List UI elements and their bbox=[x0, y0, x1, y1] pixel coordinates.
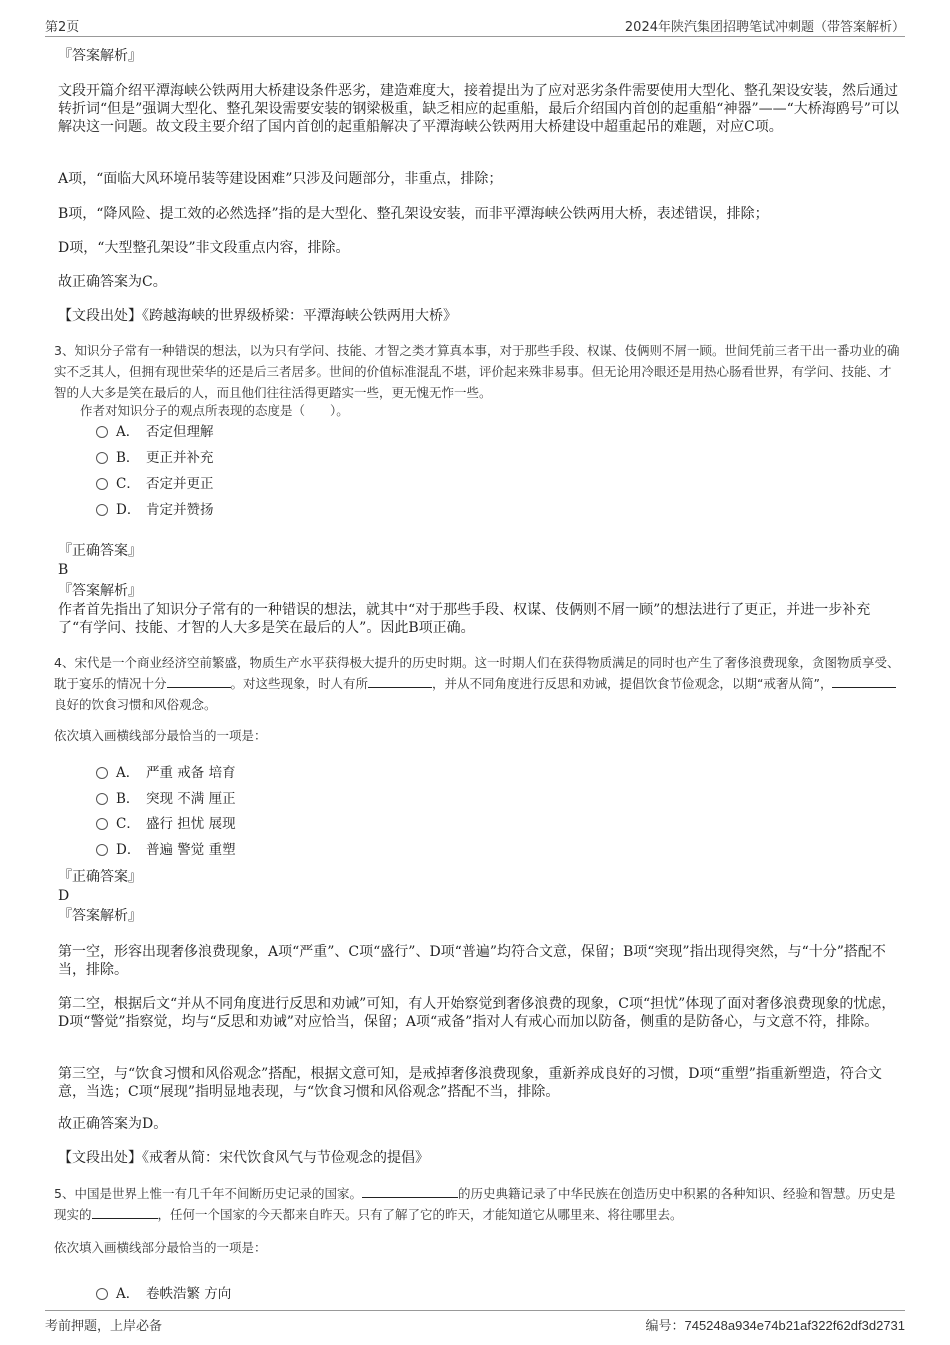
radio-icon[interactable] bbox=[96, 767, 108, 779]
q4-option-d[interactable]: D． 普遍 警觉 重塑 bbox=[96, 840, 236, 860]
q2-analysis-p2: A项，“面临大风环境吊装等建设困难”只涉及问题部分，非重点，排除； bbox=[58, 171, 503, 187]
q4-answer-title: 『正确答案』 bbox=[58, 869, 142, 885]
q3-option-a[interactable]: A． 否定但理解 bbox=[96, 422, 214, 442]
q2-analysis-p1: 文段开篇介绍平潭海峡公铁两用大桥建设条件恶劣，建造难度大，接着提出为了应对恶劣条件需要使用大型化、整孔架设安装，然后通过转折词“但是”强调大型化、整孔架设需要安装的钢梁极重，缺乏相应的起重船，最后介绍国内首创的起重船“神器”——“大桥海鸥号”可以解决这一问题。故文段主要介绍了国内首创的起重船解决了平潭海峡公铁两用大桥建设中超重起吊的难题，对应C项。 bbox=[58, 83, 899, 135]
q3-answer-title: 『正确答案』 bbox=[58, 543, 142, 559]
radio-icon[interactable] bbox=[96, 844, 108, 856]
radio-icon[interactable] bbox=[96, 793, 108, 805]
blank-2 bbox=[368, 675, 432, 688]
footer-slogan: 考前押题，上岸必备 bbox=[45, 1319, 163, 1334]
q4-option-b[interactable]: B． 突现 不满 厘正 bbox=[96, 789, 236, 809]
radio-icon[interactable] bbox=[96, 504, 108, 516]
radio-icon[interactable] bbox=[96, 818, 108, 830]
q3-answer: B bbox=[58, 562, 69, 578]
blank-1 bbox=[167, 675, 231, 688]
page-header bbox=[45, 16, 905, 37]
q2-source: 【文段出处】《跨越海峡的世界级桥梁：平潭海峡公铁两用大桥》 bbox=[58, 308, 457, 324]
q4-analysis-p3: 第三空，与“饮食习惯和风俗观念”搭配，根据文意可知，是戒掉奢侈浪费现象，重新养成良好的习惯，D项“重塑”指重新塑造，符合文意，当选；C项“展现”指明显地表现，与“饮食习惯和风俗观念”搭配不当，排除。 bbox=[58, 1066, 882, 1100]
footer-serial: 编号：745248a934e74b21af322f62df3d2731 bbox=[645, 1318, 905, 1334]
q3-analysis: 作者首先指出了知识分子常有的一种错误的想法，就其中“对于那些手段、权谋、伎俩则不屑一顾”的想法进行了更正，并进一步补充了“有学问、技能、才智的人大多是笑在最后的人”。因此B项正确。 bbox=[58, 602, 871, 636]
page-footer bbox=[45, 1310, 905, 1335]
q5-stem: 5、中国是世界上惟一有几千年不间断历史记录的国家。 的历史典籍记录了中华民族在创造历史中积累的各种知识、经验和智慧。历史是现实的 ，任何一个国家的今天都来自昨天。只有了解了它的昨天，才能知道它从哪里来、将往哪里去。 bbox=[54, 1186, 896, 1222]
q2-analysis-p5: 故正确答案为C。 bbox=[58, 274, 167, 290]
q4-ask: 依次填入画横线部分最恰当的一项是： bbox=[54, 728, 267, 743]
document-title: 2024年陕汽集团招聘笔试冲刺题（带答案解析） bbox=[624, 20, 905, 35]
q4-analysis-p1: 第一空，形容出现奢侈浪费现象，A项“严重”、C项“盛行”、D项“普遍”均符合文意，保留；B项“突现”指出现得突然，与“十分”搭配不当，排除。 bbox=[58, 944, 886, 978]
q3-option-c[interactable]: C． 否定并更正 bbox=[96, 474, 214, 494]
q4-stem: 4、宋代是一个商业经济空前繁盛，物质生产水平获得极大提升的历史时期。这一时期人们在获得物质满足的同时也产生了奢侈浪费现象，贪图物质享受、耽于宴乐的情况十分 。对这些现象，时人有所 ，并从不同角度进行反思和劝诫，提倡饮食节俭观念，以期“戒奢从简”，良好的饮食习惯和风俗观念。 bbox=[54, 655, 900, 712]
blank-2 bbox=[92, 1206, 158, 1219]
q5-option-a[interactable]: A． 卷帙浩繁 方向 bbox=[96, 1284, 231, 1304]
blank-3 bbox=[832, 675, 896, 688]
q4-source: 【文段出处】《戒奢从简：宋代饮食风气与节俭观念的提倡》 bbox=[58, 1150, 429, 1166]
q4-option-a[interactable]: A． 严重 戒备 培育 bbox=[96, 763, 236, 783]
blank-1 bbox=[362, 1185, 458, 1198]
q2-analysis-title: 『答案解析』 bbox=[58, 48, 142, 64]
q2-analysis-p3: B项，“降风险、提工效的必然选择”指的是大型化、整孔架设安装，而非平潭海峡公铁两用大桥，表述错误，排除； bbox=[58, 206, 769, 222]
q3-ask: 作者对知识分子的观点所表现的态度是（ ）。 bbox=[80, 403, 349, 418]
q3-stem: 3、知识分子常有一种错误的想法，以为只有学问、技能、才智之类才算真本事，对于那些手段、权谋、伎俩则不屑一顾。世间凭前三者干出一番功业的确实不乏其人，但拥有现世荣华的还是后三者居多。世间的价值标准混乱不堪，评价起来殊非易事。但无论用冷眼还是用热心肠看世界，有学问、技能、才智的人大多是笑在最后的人，而且他们往往活得更踏实一些，更无愧无怍一些。 bbox=[54, 343, 900, 400]
q4-analysis-p4: 故正确答案为D。 bbox=[58, 1116, 168, 1132]
q2-analysis-p4: D项，“大型整孔架设”非文段重点内容，排除。 bbox=[58, 240, 350, 256]
q4-answer: D bbox=[58, 888, 70, 904]
q5-ask: 依次填入画横线部分最恰当的一项是： bbox=[54, 1240, 267, 1255]
radio-icon[interactable] bbox=[96, 452, 108, 464]
page-number: 第2页 bbox=[45, 20, 80, 35]
radio-icon[interactable] bbox=[96, 1288, 108, 1300]
q3-option-d[interactable]: D． 肯定并赞扬 bbox=[96, 500, 214, 520]
q4-analysis-title: 『答案解析』 bbox=[58, 908, 142, 924]
radio-icon[interactable] bbox=[96, 478, 108, 490]
q3-option-b[interactable]: B． 更正并补充 bbox=[96, 448, 214, 468]
q4-analysis-p2: 第二空，根据后文“并从不同角度进行反思和劝诫”可知，有人开始察觉到奢侈浪费的现象，C项“担忧”体现了面对奢侈浪费现象的忧虑，D项“警觉”指察觉，均与“反思和劝诫”对应恰当，保留；A项“戒备”指对人有戒心而加以防备，侧重的是防备心，与文意不符，排除。 bbox=[58, 996, 896, 1030]
q4-option-c[interactable]: C． 盛行 担忧 展现 bbox=[96, 814, 236, 834]
radio-icon[interactable] bbox=[96, 426, 108, 438]
q3-analysis-title: 『答案解析』 bbox=[58, 583, 142, 599]
